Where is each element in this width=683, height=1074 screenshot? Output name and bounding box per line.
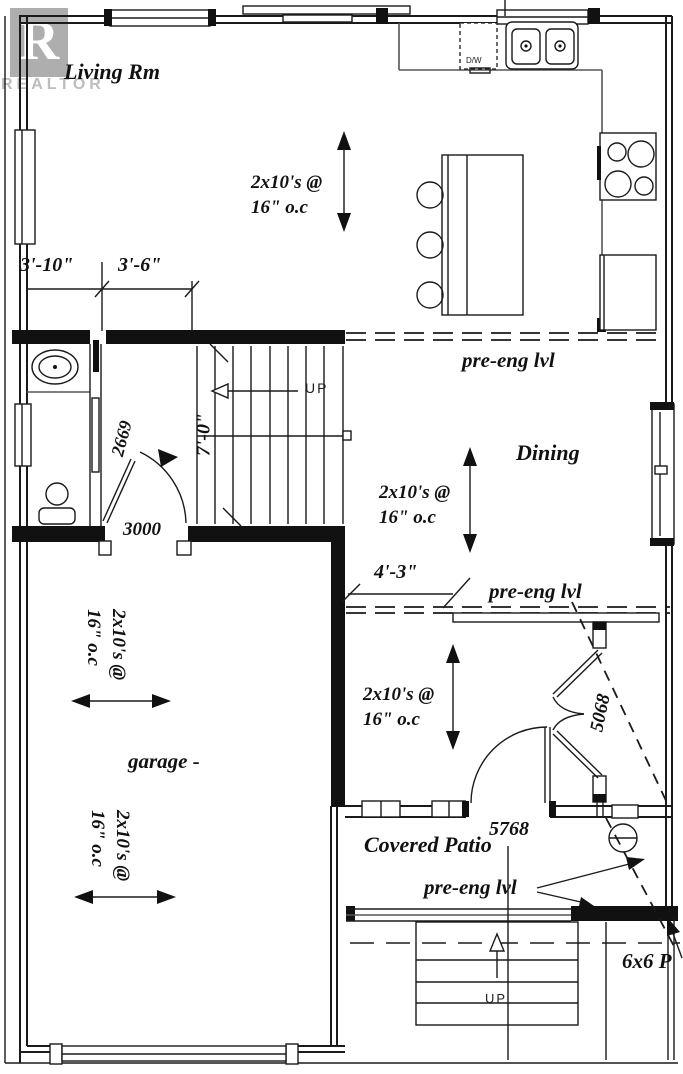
joist-note-line1: 2x10's @: [108, 609, 129, 681]
garage-walls: [20, 806, 345, 1052]
toilet: [39, 483, 75, 524]
dimension-living-right: 3'-6": [118, 254, 162, 276]
up-label-patio: UP: [485, 991, 508, 1006]
joist-note-living: [251, 170, 322, 220]
joist-note-line2: 16" o.c: [379, 507, 436, 528]
door-size-patio-opening: 5768: [489, 818, 529, 840]
joist-note-line2: 16" o.c: [251, 197, 308, 218]
garage-entry-door-3000: [99, 541, 191, 555]
joist-note-line1: 2x10's @: [363, 684, 435, 705]
up-label-main: UP: [305, 380, 329, 396]
realtor-watermark-logo: R: [10, 8, 68, 77]
joist-note-garage-upper: [81, 609, 131, 701]
joist-note-dining: [379, 480, 450, 530]
joist-note-mudroom: [363, 682, 434, 732]
rear-entry-door: [471, 727, 550, 803]
joist-note-line1: 2x10's @: [251, 172, 323, 193]
kitchen-sink: [506, 22, 578, 69]
room-label-patio: Covered Patio: [364, 832, 492, 857]
bar-stool: [417, 232, 443, 258]
joist-note-line1: 2x10's @: [112, 810, 133, 882]
garage-overhead-door: [50, 1044, 298, 1064]
bath-window: [15, 404, 31, 466]
patio-beam-callout-arrows: [537, 857, 645, 911]
door-size-garage-entry: 3000: [123, 519, 161, 540]
realtor-watermark-text: REALTOR: [1, 76, 105, 93]
door-size-bath: 2669: [107, 418, 136, 459]
bath-pocket-door: [90, 340, 101, 526]
patio-table: [609, 824, 637, 852]
beam-label-upper: pre-eng lvl: [462, 348, 555, 372]
joist-arrow-dining: [463, 447, 477, 553]
bar-stool: [417, 282, 443, 308]
joist-note-garage-lower: [85, 810, 135, 902]
room-label-living: Living Rm: [64, 59, 160, 84]
bar-stool: [417, 182, 443, 208]
main-stairs: [197, 344, 351, 526]
beam-label-patio: pre-eng lvl: [424, 875, 517, 899]
patio-up-arrow: [490, 934, 504, 978]
room-label-garage: garage -: [128, 749, 200, 773]
bathroom-fixtures: [27, 340, 101, 526]
kitchen-island: [442, 155, 523, 315]
stove: [597, 133, 656, 200]
patio-stairs: [416, 922, 578, 1025]
post-label: 6x6 P: [622, 949, 672, 973]
door-size-closet: 5068: [586, 692, 615, 734]
dimension-living-left: 3'-10": [20, 254, 74, 276]
room-label-dining: Dining: [516, 440, 580, 465]
rear-wall: [345, 799, 672, 819]
fridge: [600, 255, 656, 330]
stairs-up-arrow: [212, 384, 298, 398]
roof-line: [572, 602, 669, 807]
joist-note-line1: 2x10's @: [379, 482, 451, 503]
joist-note-line2: 16" o.c: [363, 709, 420, 730]
joist-arrow-living: [337, 131, 351, 232]
joist-note-line2: 16" o.c: [87, 810, 108, 867]
joist-note-line2: 16" o.c: [83, 609, 104, 666]
dishwasher-label: D/W: [466, 56, 482, 65]
beam-label-middle: pre-eng lvl: [489, 579, 582, 603]
dimension-dining: 4'-3": [374, 561, 418, 583]
bathroom-sink: [32, 350, 78, 384]
joist-arrow-mudroom: [446, 644, 460, 750]
living-window: [15, 130, 35, 244]
dimension-stair-width: 7'-0": [192, 412, 215, 457]
kitchen-fixtures: [399, 22, 656, 330]
